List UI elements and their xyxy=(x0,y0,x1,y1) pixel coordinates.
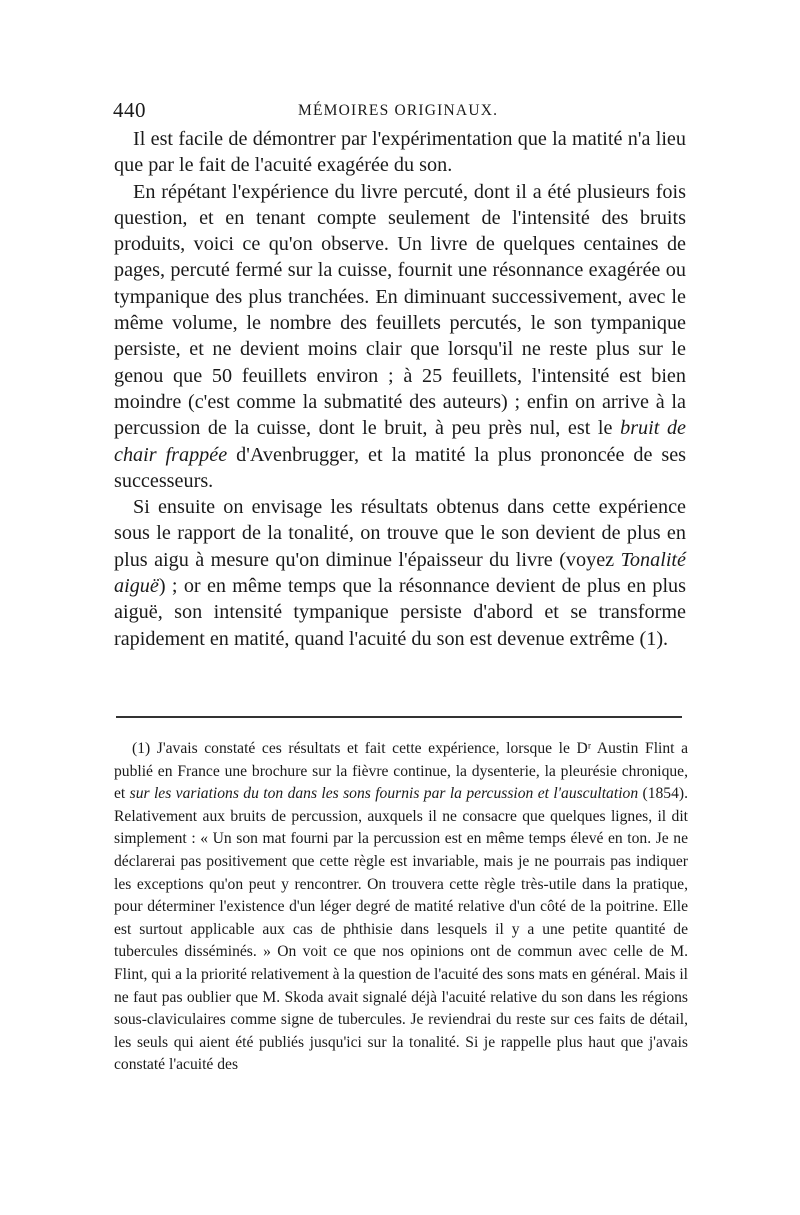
paragraph-2-italic: bruit de chair frappée xyxy=(114,417,687,466)
paragraph-3 xyxy=(114,494,686,652)
running-title: MÉMOIRES ORIGINAUX. xyxy=(298,102,499,119)
paragraph-2 xyxy=(114,179,686,495)
paragraph-3-italic: Tonalité aiguë xyxy=(114,548,687,598)
running-head xyxy=(113,98,683,124)
paragraph-2-text: En répétant l'expérience du livre percuté, dont il a été plusieurs fois question, et en tenant compte seulement de l'intensité des bruits produits, voici ce qu'on observe. Un livre de quelques centaines de pages, percuté fermé sur la cuisse, fournit une résonnance exagérée ou tympanique des plus tranchées. En diminuant successivement, avec le même volume, le nombre des feuillets percutés, le son tympanique persiste, et ne devient moins clair que lorsqu'il ne reste plus sur le genou que 50 feuillets environ ; à 25 feuillets, l'intensité est bien moindre (c'est comme la submatité des auteurs) ; enfin on arrive à la percussion de la cuisse, dont le bruit, à peu près nul, est le xyxy=(114,180,686,440)
paragraph-1: Il est facile de démontrer par l'expérimentation que la matité n'a lieu que par le fait de l'acuité exagérée du son. xyxy=(114,128,686,177)
footnote-text-end: (1854). Relativement aux bruits de percussion, auxquels il ne consacre que quelques lignes, il dit simplement : « Un son mat fourni par la percussion est en même temps élevé en ton. Je ne déclarerai pas positivement que cette règle est invariable, mais je ne pourrais pas indiquer les exceptions qu'on peut y rencontrer. On trouvera cette règle très-utile dans la pratique, pour déterminer l'existence d'un léger degré de matité relative d'un côté de la poitrine. Elle est surtout applicable aux cas de phthisie dans lesquels il y a une petite quantité de tubercules disséminés. » On voit ce que nos opinions ont de commun avec celle de M. Flint, qui a la priorité relativement à la question de l'acuité des sons mats en général. Mais il ne faut pas oublier que M. Skoda avait signalé déjà l'acuité relative du son dans les régions sous-claviculaires comme signe de tubercules. Je reviendrai du reste sur ces faits de détail, les seuls qui aient été publiés jusqu'ici sur la tonalité. Si je rappelle plus haut que j'avais constaté l'acuité des xyxy=(114,785,688,1074)
paragraph-3-text: Si ensuite on envisage les résultats obtenus dans cette expérience sous le rapport de la tonalité, on trouve que le son devient de plus en plus aigu à mesure qu'on diminue l'épaisseur du livre (voyez xyxy=(114,496,686,571)
footnote-italic: sur les variations du ton dans les sons fournis par la percussion et l'auscultation xyxy=(129,785,639,803)
footnote-rule xyxy=(116,716,682,718)
footnote-text: (1) J'avais constaté ces résultats et fait cette expérience, lorsque le Dʳ Austin Flint a publié en France une brochure sur la fièvre continue, la dysenterie, la pleurésie chronique, et xyxy=(114,740,688,803)
paragraph-2-end: d'Avenbrugger, et la matité la plus prononcée de ses successeurs. xyxy=(114,443,687,492)
footnote xyxy=(114,738,688,1077)
main-text xyxy=(114,126,686,652)
paragraph-3-end: ) ; or en même temps que la résonnance devient de plus en plus aiguë, son intensité tympanique persiste d'abord et se transforme rapidement en matité, quand l'acuité du son est devenue extrême (1). xyxy=(114,575,686,650)
page-number: 440 xyxy=(113,98,146,122)
footnote-paragraph xyxy=(114,738,688,1077)
